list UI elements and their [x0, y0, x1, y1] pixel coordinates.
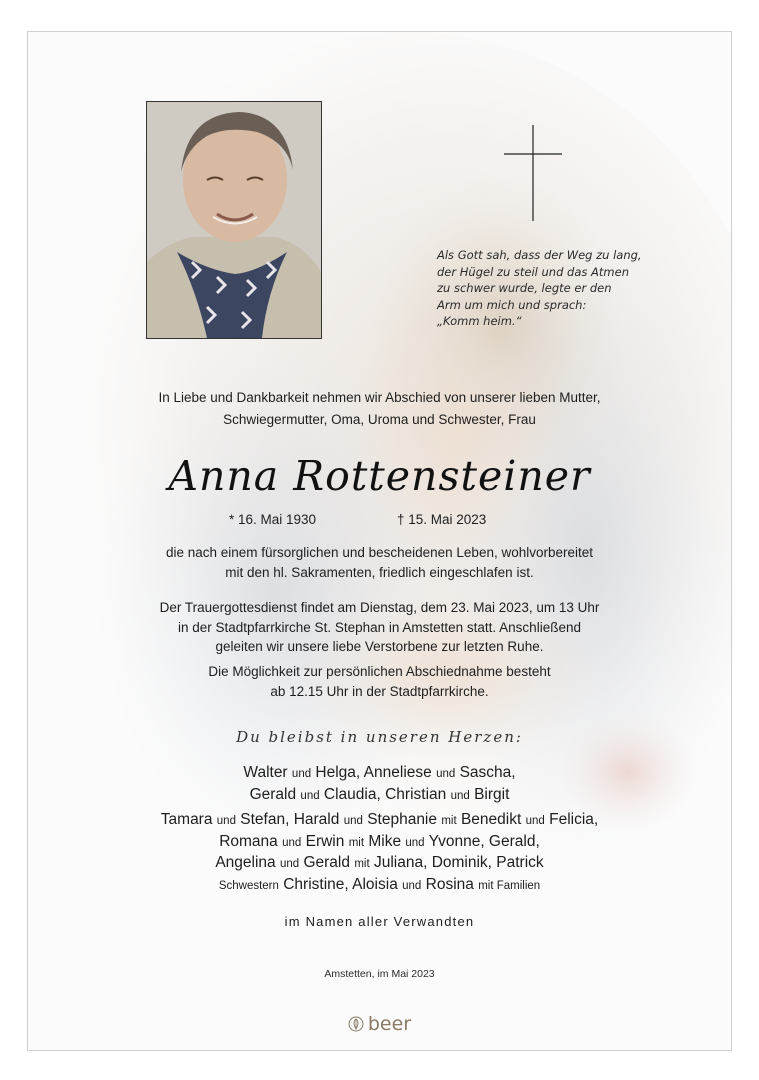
connector-word: und	[343, 815, 363, 827]
quote-line: der Hügel zu steil und das Atmen	[437, 264, 629, 279]
mourners-motto: Du bleibst in unseren Herzen:	[236, 728, 523, 746]
funeral-service-text	[28, 598, 731, 657]
names-line	[28, 785, 731, 807]
names-line	[28, 853, 731, 875]
brand-logo	[28, 1010, 731, 1038]
mourner-name: Felicia,	[549, 811, 599, 828]
leaf-emblem-icon	[348, 1016, 364, 1032]
connector-word: und	[300, 789, 320, 802]
madonna-background-image	[28, 32, 731, 1050]
mourner-name: Walter	[243, 764, 288, 781]
brand-name: beer	[367, 1013, 412, 1035]
siblings-suffix: mit Familien	[478, 880, 541, 892]
mourner-name: Erwin	[305, 832, 345, 850]
names-line	[28, 763, 731, 785]
connector-word: und	[436, 768, 456, 780]
mourner-name: Tamara	[160, 811, 213, 828]
death-date: † 15. Mai 2023	[397, 512, 487, 527]
mourner-name: Gerald	[249, 785, 297, 803]
connector-word: mit	[441, 815, 457, 827]
intro-line: Schwiegermutter, Oma, Uroma und Schwester, Frau	[223, 412, 536, 427]
connector-word: und	[279, 858, 300, 870]
obituary-card	[27, 31, 732, 1051]
portrait-photo	[146, 101, 322, 339]
poem-quote	[437, 247, 667, 330]
mourner-name: Mike	[368, 832, 402, 850]
names-line	[28, 832, 731, 854]
on-behalf-text: im Namen aller Verwandten	[284, 914, 475, 929]
quote-line: „Komm heim.“	[437, 314, 522, 328]
deceased-name: Anna Rottensteiner	[168, 452, 591, 500]
mourner-name: Stephanie	[367, 811, 437, 828]
mourner-name: Romana	[219, 832, 278, 850]
grandchildren-names	[28, 810, 731, 875]
mourner-name: Birgit	[474, 785, 510, 803]
life-text	[28, 543, 731, 582]
text-line: Der Trauergottesdienst findet am Dienstag, dem 23. Mai 2023, um 13 Uhr	[159, 600, 600, 615]
connector-word: und	[405, 836, 425, 849]
text-line: in der Stadtpfarrkirche St. Stephan in Amstetten statt. Anschließend	[178, 619, 581, 635]
connector-word: und	[525, 815, 545, 827]
quote-line: zu schwer wurde, legte er den	[437, 281, 612, 295]
children-names	[28, 763, 731, 806]
connector-word: mit	[354, 858, 370, 870]
quote-line: Arm um mich und sprach:	[437, 297, 587, 312]
life-dates	[28, 512, 731, 534]
connector-word: und	[216, 815, 236, 827]
siblings-prefix: Schwestern	[218, 880, 279, 892]
connector-word: und	[402, 880, 422, 892]
names-line	[28, 876, 731, 894]
intro-text	[28, 387, 731, 431]
text-line: geleiten wir unsere liebe Verstorbene zur letzten Ruhe.	[215, 639, 544, 654]
intro-line: In Liebe und Dankbarkeit nehmen wir Abschied von unserer lieben Mutter,	[158, 390, 601, 405]
connector-word: und	[282, 836, 302, 849]
text-line: die nach einem fürsorglichen und bescheidenen Leben, wohlvorbereitet	[165, 545, 594, 560]
quote-line: Als Gott sah, dass der Weg zu lang,	[437, 248, 642, 262]
connector-word: und	[291, 768, 312, 780]
birth-date: * 16. Mai 1930	[229, 512, 317, 527]
text-line: ab 12.15 Uhr in der Stadtpfarrkirche.	[270, 683, 489, 699]
mourner-name: Sascha,	[459, 764, 516, 781]
farewell-viewing-text	[28, 662, 731, 701]
mourner-name: Christine, Aloisia	[283, 876, 398, 893]
mourner-name: Yvonne, Gerald,	[428, 832, 540, 850]
mourner-name: Angelina	[215, 854, 276, 871]
siblings-names	[28, 876, 731, 894]
mourner-name: Claudia, Christian	[323, 785, 447, 803]
connector-word: mit	[348, 836, 365, 849]
mourner-name: Rosina	[425, 876, 474, 893]
cross-icon	[504, 125, 562, 221]
connector-word: und	[450, 789, 470, 802]
text-line: mit den hl. Sakramenten, friedlich eingeschlafen ist.	[225, 564, 534, 580]
mourner-name: Helga, Anneliese	[315, 764, 432, 781]
names-line	[28, 810, 731, 832]
mourner-name: Juliana, Dominik, Patrick	[373, 854, 544, 871]
mourner-name: Benedikt	[460, 811, 522, 828]
mourner-name: Stefan, Harald	[240, 811, 340, 828]
mourner-name: Gerald	[303, 854, 350, 871]
place-date: Amstetten, im Mai 2023	[324, 968, 435, 980]
text-line: Die Möglichkeit zur persönlichen Abschiednahme besteht	[208, 664, 551, 679]
